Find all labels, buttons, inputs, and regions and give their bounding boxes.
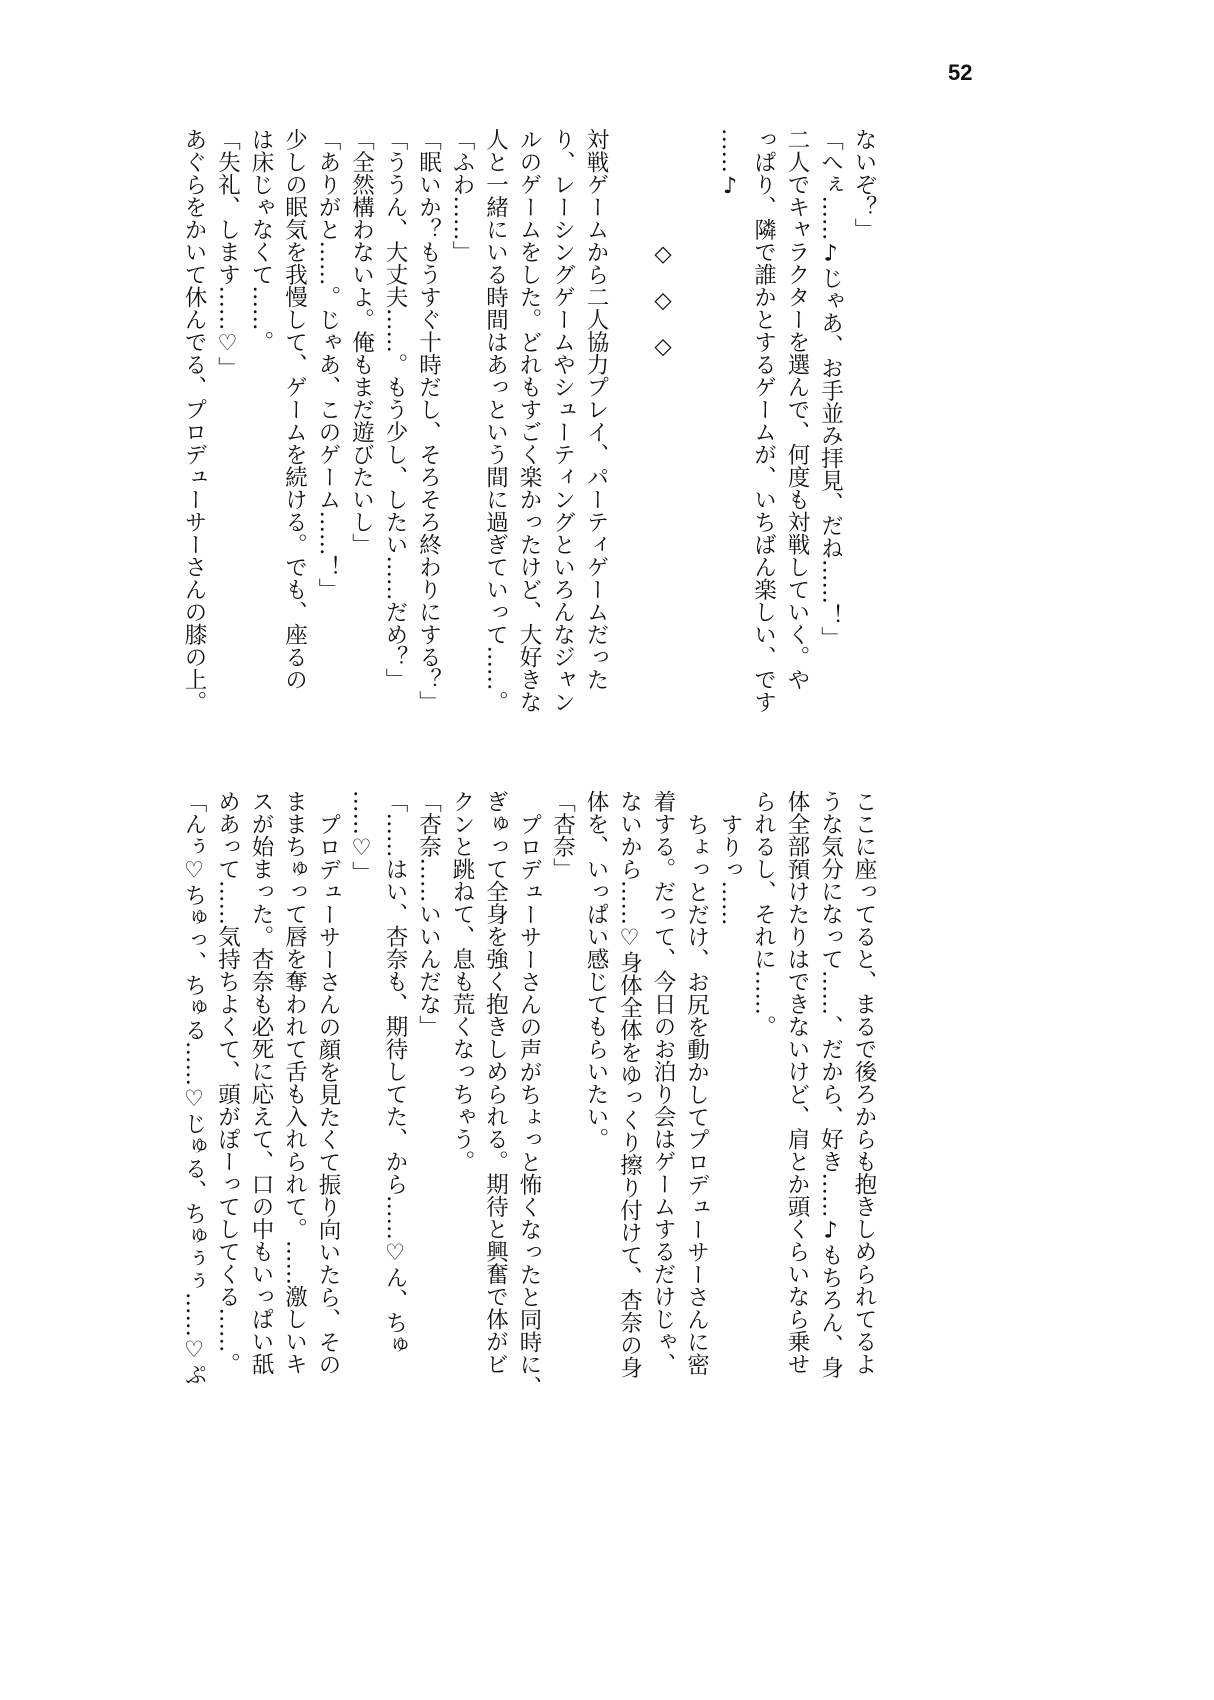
text-line: 「……はい、杏奈も、期待してた、から……♡ん、ちゅ bbox=[382, 790, 408, 1356]
text-line: あぐらをかいて休んでる、プロデューサーさんの膝の上。 bbox=[181, 128, 207, 713]
text-line: プロデューサーさんの声がちょっと怖くなったと同時に、 bbox=[516, 812, 542, 1398]
text-line: 二人でキャラクターを選んで、何度も対戦していく。や bbox=[784, 128, 810, 691]
text-line: うな気分になって……、だから、好き……♪もちろん、身 bbox=[817, 790, 844, 1379]
page-number: 52 bbox=[948, 60, 973, 85]
text-line: は床じゃなくて……。 bbox=[248, 128, 274, 353]
blank-line bbox=[679, 128, 713, 753]
text-line: 「ふわ……」 bbox=[449, 128, 475, 263]
text-line: スが始まった。杏奈も必死に応えて、口の中もいっぱい舐 bbox=[248, 790, 274, 1375]
text-line: プロデューサーさんの顔を見たくて振り向いたら、その bbox=[315, 812, 341, 1375]
text-line: 体全部預けたりはできないけど、肩とか頭くらいなら乗せ bbox=[784, 790, 810, 1375]
text-line: 「んぅ♡ちゅっ、ちゅる……♡じゅる、ちゅぅぅ……♡ぷ bbox=[181, 790, 207, 1386]
text-line: 「失礼、します……♡」 bbox=[214, 128, 241, 379]
text-line: り、レーシングゲームやシューティングといろんなジャン bbox=[549, 128, 576, 713]
text-line: っぱり、隣で誰かとするゲームが、いちばん楽しい、です bbox=[750, 128, 777, 713]
text-line: 対戦ゲームから二人協力プレイ、パーティゲームだった bbox=[583, 128, 609, 691]
text-line: 「杏奈」 bbox=[549, 790, 576, 880]
text-line: ここに座ってると、まるで後ろからも抱きしめられてるよ bbox=[851, 790, 877, 1375]
text-line: めあって……気持ちよくて、頭がぽーってしてくる……。 bbox=[214, 790, 241, 1375]
text-block-lower bbox=[177, 790, 881, 1415]
text-line: 「全然構わないよ。俺もまだ遊びたいし」 bbox=[348, 128, 375, 556]
text-line: ぎゅって全身を強く抱きしめられる。期待と興奮で体がビ bbox=[482, 790, 509, 1375]
text-line: ままちゅって唇を奪われて舌も入れられて。……激しいキ bbox=[281, 790, 308, 1375]
text-line: 着する。だって、今日のお泊り会はゲームするだけじゃ、 bbox=[650, 790, 676, 1375]
text-line: 少しの眠気を我慢して、ゲームを続ける。でも、座るの bbox=[281, 128, 308, 691]
text-line: ないぞ？」 bbox=[851, 128, 877, 241]
text-line: られるし、それに……。 bbox=[750, 790, 777, 1038]
text-line: ルのゲームをした。どれもすごく楽かったけど、大好きな bbox=[516, 128, 542, 713]
text-line: 人と一緒にいる時間はあっという間に過ぎていって……。 bbox=[482, 128, 509, 713]
text-line: ちょっとだけ、お尻を動かしてプロデューサーさんに密 bbox=[683, 812, 710, 1375]
text-line: ……♡」 bbox=[348, 790, 375, 884]
text-line: クンと跳ねて、息も荒くなっちゃう。 bbox=[449, 790, 475, 1173]
text-line: 「へぇ……♪じゃあ、お手並み拝見、だね……！」 bbox=[817, 128, 844, 649]
text-line: 「ううん、大丈夫……。もう少し、したい……だめ？」 bbox=[382, 128, 408, 691]
section-separator: ◇◇◇ bbox=[650, 240, 676, 380]
text-block-upper bbox=[177, 128, 881, 753]
text-line: 「ありがと……。じゃあ、このゲーム……！」 bbox=[315, 128, 341, 601]
text-line: 「眠いか？もうすぐ十時だし、そろそろ終わりにする？」 bbox=[415, 128, 442, 713]
text-line: ないから……♡身体全体をゆっくり擦り付けて、杏奈の身 bbox=[616, 790, 643, 1379]
text-line: 体を、いっぱい感じてもらいたい。 bbox=[583, 790, 609, 1150]
text-line: すりっ…… bbox=[717, 812, 743, 925]
text-line: 「杏奈……いいんだな」 bbox=[415, 790, 442, 1038]
blank-line bbox=[612, 128, 646, 753]
text-line: ……♪ bbox=[717, 128, 743, 199]
